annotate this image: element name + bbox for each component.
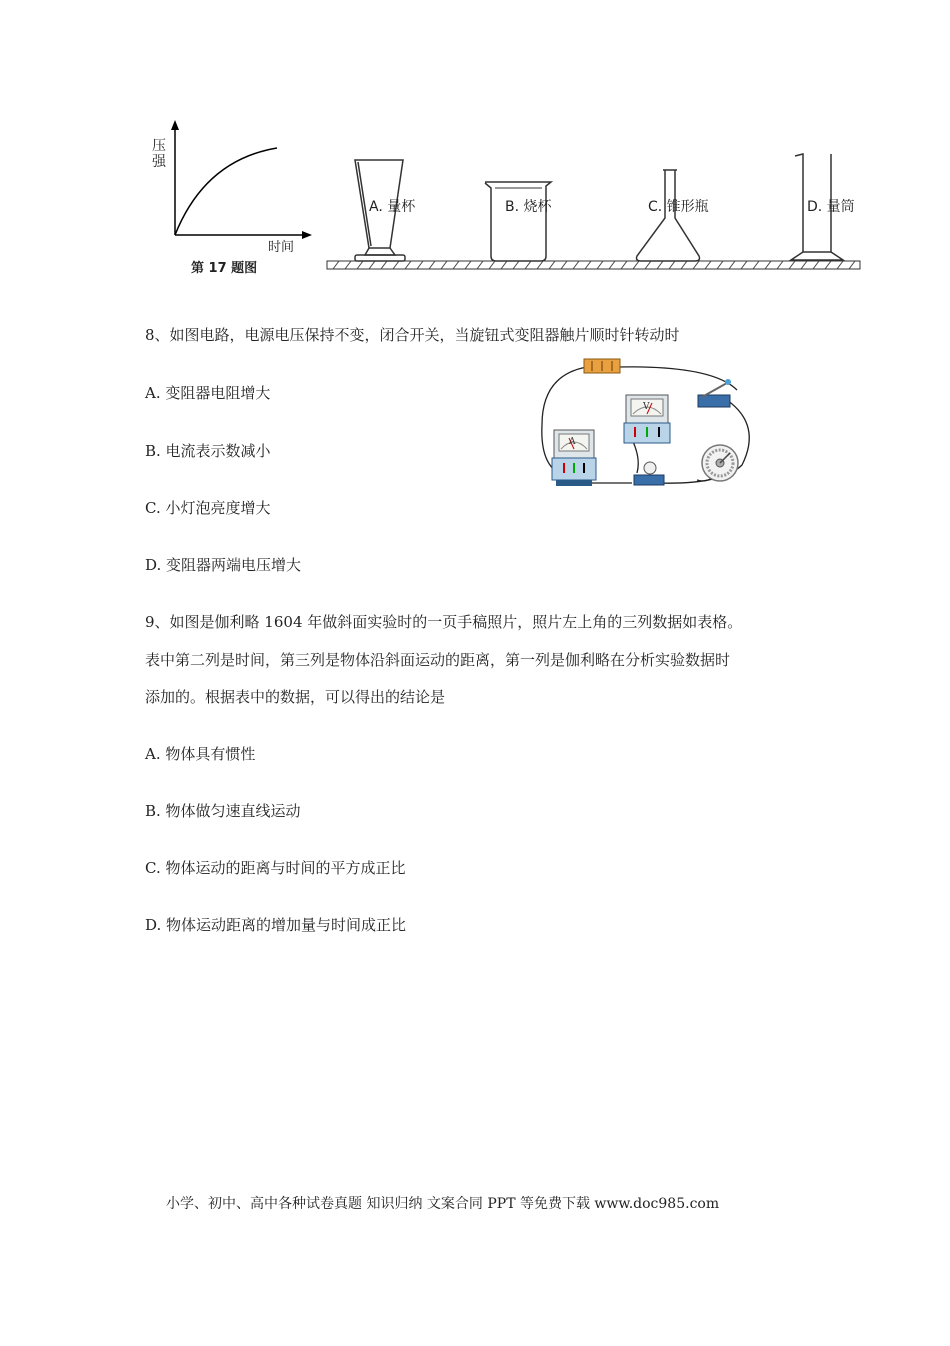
switch	[698, 379, 731, 407]
label-graduated-cylinder: D. 量筒	[807, 199, 855, 215]
y-axis-label: 压 强	[152, 138, 166, 170]
q9-option-b: B. 物体做匀速直线运动	[145, 802, 301, 820]
q9-option-d: D. 物体运动距离的增加量与时间成正比	[145, 916, 407, 934]
figure-caption: 第 17 题图	[191, 261, 258, 276]
voltmeter-letter: V	[643, 402, 650, 412]
circuit-diagram	[532, 355, 772, 495]
q8-option-a: A. 变阻器电阻增大	[145, 384, 271, 402]
beaker	[485, 182, 551, 261]
q9-stem-line-1: 9、如图是伽利略 1604 年做斜面实验时的一页手稿照片，照片左上角的三列数据如表格。	[145, 613, 743, 631]
q8-option-b: B. 电流表示数减小	[145, 442, 271, 460]
q9-option-a: A. 物体具有惯性	[145, 745, 256, 763]
rotary-rheostat	[702, 445, 738, 481]
label-measuring-cup: A. 量杯	[369, 199, 416, 215]
q8-stem: 8、如图电路，电源电压保持不变，闭合开关，当旋钮式变阻器触片顺时针转动时	[145, 326, 680, 344]
q8-option-c: C. 小灯泡亮度增大	[145, 499, 271, 517]
battery	[584, 359, 620, 373]
q9-stem-line-3: 添加的。根据表中的数据，可以得出的结论是	[145, 688, 446, 706]
page-footer: 小学、初中、高中各种试卷真题 知识归纳 文案合同 PPT 等免费下载 www.doc985.com	[166, 1196, 720, 1212]
ammeter-letter: A	[569, 437, 576, 447]
q9-stem-line-2: 表中第二列是时间，第三列是物体沿斜面运动的距离，第一列是伽利略在分析实验数据时	[145, 651, 731, 669]
q8-option-d: D. 变阻器两端电压增大	[145, 556, 302, 574]
label-beaker: B. 烧杯	[505, 199, 552, 215]
label-conical-flask: C. 锥形瓶	[648, 199, 709, 215]
x-axis-label: 时间	[268, 240, 295, 255]
q9-option-c: C. 物体运动的距离与时间的平方成正比	[145, 859, 406, 877]
